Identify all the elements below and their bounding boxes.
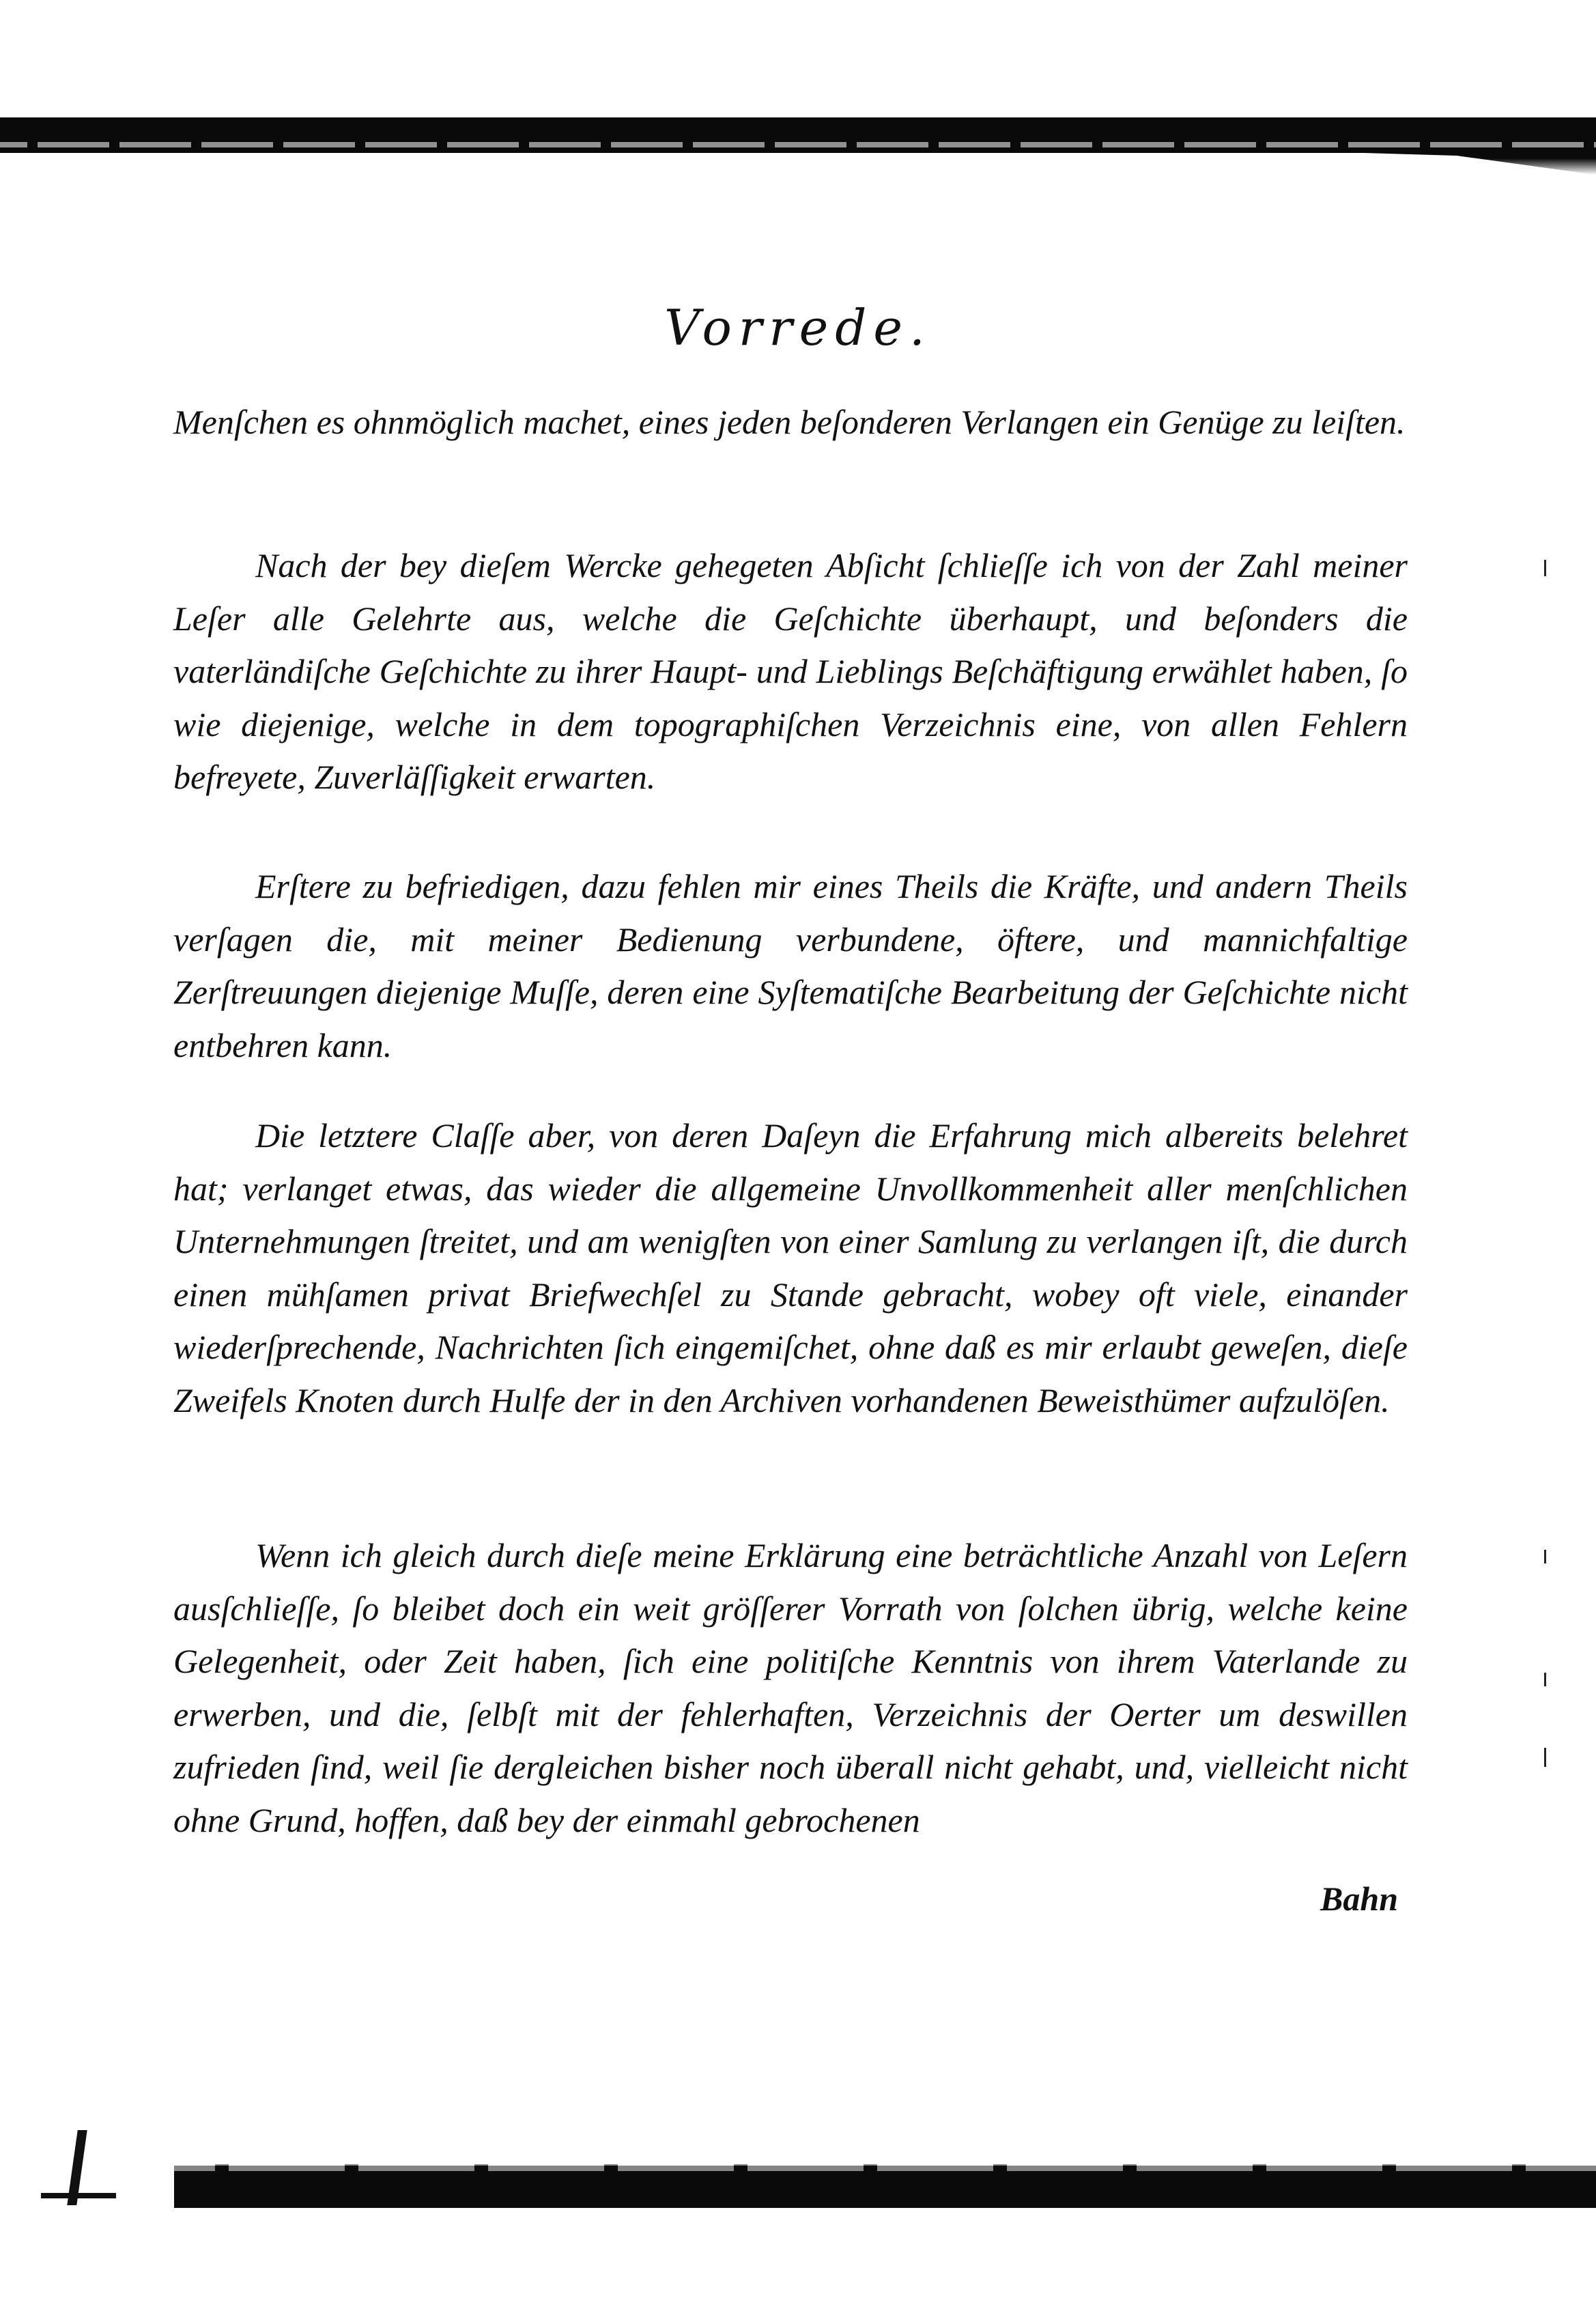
page-heading: Vorrede. (664, 299, 932, 356)
paragraph: Nach der bey dieſem Wercke gehegeten Abſicht ſchlieſſe ich von der Zahl meiner Leſer alle Gelehrte aus, welche die Geſchichte überhaupt, und beſonders die vaterländiſche Geſchichte zu ihrer Haupt- und Lieblings Beſchäftigung erwählet haben, ſo wie diejenige, welche in dem topographiſchen Verzeichnis eine, von allen Fehlern befreyete, Zuverläſſigkeit erwarten. (173, 546, 1408, 796)
catchword: Bahn (1320, 1880, 1398, 1918)
top-scan-border (0, 117, 1596, 153)
margin-tick-mark (1544, 560, 1546, 576)
body-text (173, 860, 1408, 1072)
top-border-specks (0, 142, 1596, 147)
paragraph: Wenn ich gleich durch dieſe meine Erklärung eine beträchtliche Anzahl von Leſern ausſchlieſſe, ſo bleibet doch ein weit gröſſerer Vorrath von ſolchen übrig, welche keine Gelegenheit, oder Zeit haben, ſich eine politiſche Kenntnis von ihrem Vaterlande zu erwerben, und die, ſelbſt mit der fehlerhaften, Verzeichnis der Oerter um deswillen zufrieden ſind, weil ſie dergleichen bisher noch überall nicht gehabt, und, vielleicht nicht ohne Grund, hoffen, daß bey der einmahl gebrochenen (173, 1536, 1408, 1839)
body-text (173, 396, 1408, 449)
paragraph: Erſtere zu befriedigen, dazu fehlen mir eines Theils die Kräfte, und andern Theils verſagen die, mit meiner Bedienung verbundene, öftere, und mannichfaltige Zerſtreuungen diejenige Muſſe, deren eine Syſtematiſche Bearbeitung der Geſchichte nicht entbehren kann. (173, 867, 1408, 1064)
margin-tick-mark (1544, 1748, 1546, 1767)
top-border-tail (1364, 147, 1596, 175)
paragraph-continued: Menſchen es ohnmöglich machet, eines jeden beſonderen Verlangen ein Genüge zu leiſten. (173, 403, 1406, 441)
bottom-left-mark (41, 2130, 116, 2205)
bottom-scan-border (174, 2166, 1596, 2208)
bottom-border-specks (174, 2164, 1596, 2171)
margin-tick-mark (1544, 1673, 1546, 1686)
body-text (173, 1529, 1408, 1847)
body-text (173, 539, 1408, 804)
margin-tick-mark (1544, 1550, 1546, 1563)
paragraph: Die letztere Claſſe aber, von deren Daſeyn die Erfahrung mich albereits belehret hat; verlanget etwas, das wieder die allgemeine Unvollkommenheit aller menſchlichen Unternehmungen ſtreitet, und am wenigſten von einer Samlung zu verlangen iſt, die durch einen mühſamen privat Briefwechſel zu Stande gebracht, wobey oft viele, einander wiederſprechende, Nachrichten ſich eingemiſchet, ohne daß es mir erlaubt geweſen, dieſe Zweifels Knoten durch Hulfe der in den Archiven vorhandenen Beweisthümer aufzulöſen. (173, 1116, 1408, 1419)
body-text (173, 1109, 1408, 1427)
